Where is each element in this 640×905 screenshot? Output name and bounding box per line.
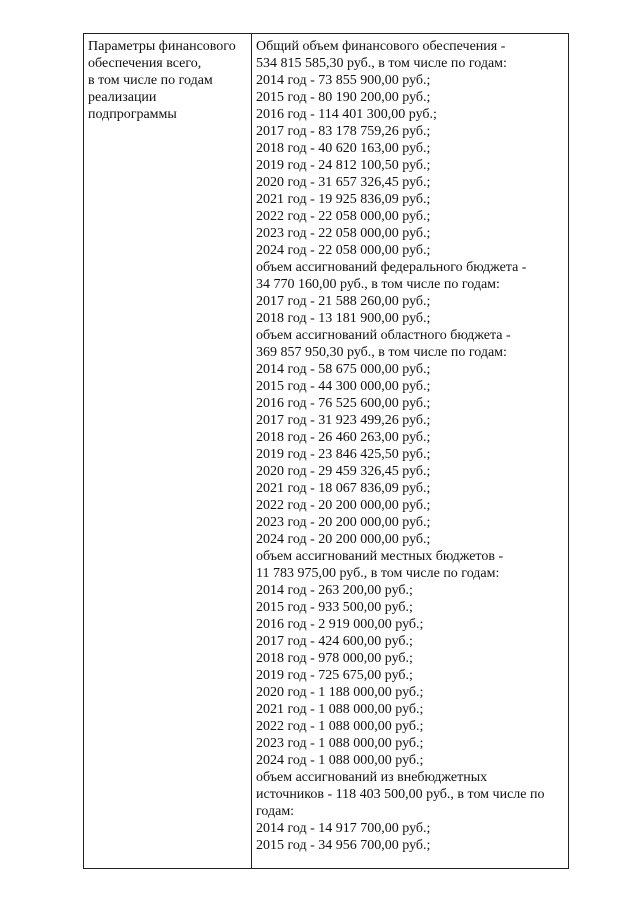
funding-parameters-table <box>83 33 569 869</box>
funding-detail-line: 2020 год - 29 459 326,45 руб.; <box>256 464 431 479</box>
funding-detail-line: 2017 год - 31 923 499,26 руб.; <box>256 413 431 428</box>
funding-detail-line: 2014 год - 14 917 700,00 руб.; <box>256 821 431 836</box>
funding-detail-line: 2016 год - 76 525 600,00 руб.; <box>256 396 431 411</box>
funding-detail-line: 2023 год - 20 200 000,00 руб.; <box>256 515 431 530</box>
funding-detail-line: 2022 год - 20 200 000,00 руб.; <box>256 498 431 513</box>
funding-detail-line: 534 815 585,30 руб., в том числе по годам: <box>256 56 507 71</box>
funding-detail-line: 2014 год - 263 200,00 руб.; <box>256 583 413 598</box>
funding-detail-line: 2014 год - 58 675 000,00 руб.; <box>256 362 431 377</box>
parameter-name-line: Параметры финансового <box>88 39 236 54</box>
funding-detail-line: 2015 год - 34 956 700,00 руб.; <box>256 838 431 853</box>
funding-detail-line: Общий объем финансового обеспечения - <box>256 39 506 54</box>
funding-detail-line: годам: <box>256 804 295 819</box>
parameter-name-line: обеспечения всего, <box>88 56 202 71</box>
funding-detail-line: 2024 год - 22 058 000,00 руб.; <box>256 243 431 258</box>
funding-detail-line: 2017 год - 21 588 260,00 руб.; <box>256 294 431 309</box>
funding-detail-line: 2018 год - 978 000,00 руб.; <box>256 651 413 666</box>
funding-detail-line: 34 770 160,00 руб., в том числе по годам: <box>256 277 500 292</box>
funding-detail-line: объем ассигнований федерального бюджета - <box>256 260 527 275</box>
funding-detail-line: 2018 год - 13 181 900,00 руб.; <box>256 311 431 326</box>
funding-detail-line: 2019 год - 725 675,00 руб.; <box>256 668 413 683</box>
funding-detail-line: объем ассигнований из внебюджетных <box>256 770 488 785</box>
parameter-name-line: в том числе по годам <box>88 73 213 88</box>
funding-detail-line: 2015 год - 44 300 000,00 руб.; <box>256 379 431 394</box>
funding-detail-line: 2019 год - 23 846 425,50 руб.; <box>256 447 431 462</box>
funding-detail-line: 2017 год - 83 178 759,26 руб.; <box>256 124 431 139</box>
parameter-name-line: подпрограммы <box>88 107 177 122</box>
funding-detail-line: 2017 год - 424 600,00 руб.; <box>256 634 413 649</box>
parameter-name-cell <box>84 34 252 868</box>
funding-detail-line: 2023 год - 22 058 000,00 руб.; <box>256 226 431 241</box>
funding-detail-line: источников - 118 403 500,00 руб., в том числе по <box>256 787 545 802</box>
funding-detail-line: 2021 год - 19 925 836,09 руб.; <box>256 192 431 207</box>
funding-detail-line: объем ассигнований местных бюджетов - <box>256 549 504 564</box>
funding-detail-line: 2020 год - 1 188 000,00 руб.; <box>256 685 424 700</box>
funding-detail-line: 2021 год - 18 067 836,09 руб.; <box>256 481 431 496</box>
funding-detail-line: 369 857 950,30 руб., в том числе по годам: <box>256 345 507 360</box>
funding-detail-line: 2021 год - 1 088 000,00 руб.; <box>256 702 424 717</box>
funding-detail-line: 2014 год - 73 855 900,00 руб.; <box>256 73 431 88</box>
funding-detail-line: 2022 год - 1 088 000,00 руб.; <box>256 719 424 734</box>
funding-details-cell <box>252 34 568 868</box>
funding-detail-line: 2023 год - 1 088 000,00 руб.; <box>256 736 424 751</box>
funding-detail-line: 2020 год - 31 657 326,45 руб.; <box>256 175 431 190</box>
funding-detail-line: 2024 год - 20 200 000,00 руб.; <box>256 532 431 547</box>
funding-detail-line: 2015 год - 933 500,00 руб.; <box>256 600 413 615</box>
funding-detail-line: 2022 год - 22 058 000,00 руб.; <box>256 209 431 224</box>
funding-detail-line: 2015 год - 80 190 200,00 руб.; <box>256 90 431 105</box>
funding-detail-line: 2016 год - 2 919 000,00 руб.; <box>256 617 424 632</box>
funding-detail-line: 2019 год - 24 812 100,50 руб.; <box>256 158 431 173</box>
funding-detail-line: 2018 год - 26 460 263,00 руб.; <box>256 430 431 445</box>
funding-detail-line: 2024 год - 1 088 000,00 руб.; <box>256 753 424 768</box>
funding-detail-line: объем ассигнований областного бюджета - <box>256 328 511 343</box>
funding-detail-line: 11 783 975,00 руб., в том числе по годам: <box>256 566 500 581</box>
parameter-name-line: реализации <box>88 90 157 105</box>
funding-detail-line: 2016 год - 114 401 300,00 руб.; <box>256 107 437 122</box>
funding-detail-line: 2018 год - 40 620 163,00 руб.; <box>256 141 431 156</box>
